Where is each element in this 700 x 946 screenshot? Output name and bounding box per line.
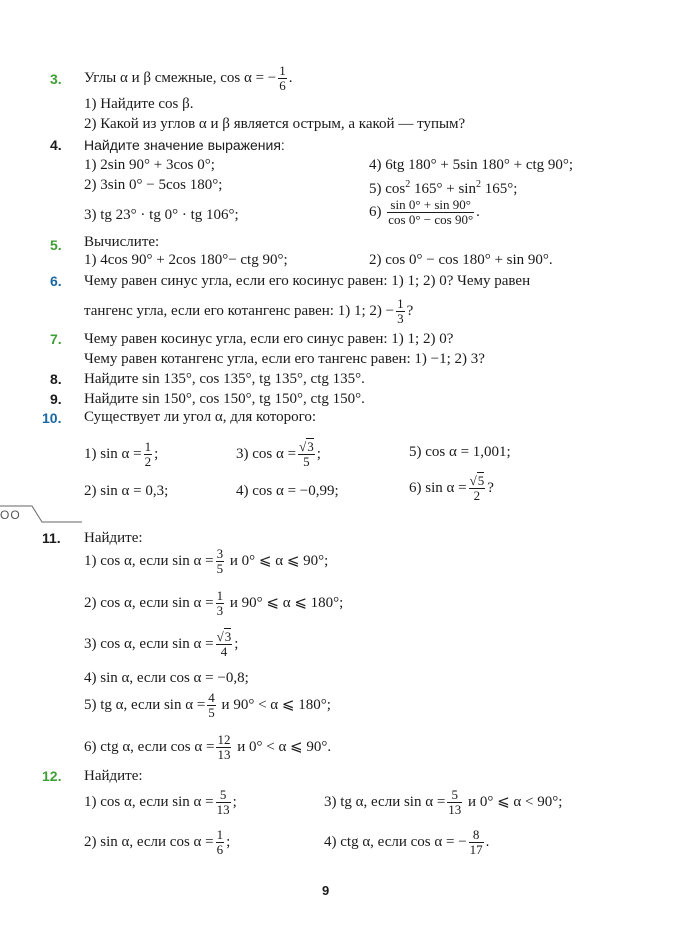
- problem-3-line-3: 2) Какой из углов α и β является острым, а какой — тупым?: [84, 116, 466, 132]
- problem-12-item-2: 2) sin α, если cos α = $\frac{1}{6}$ ;: [84, 827, 231, 857]
- problem-7-number: 7.: [50, 331, 62, 347]
- problem-5-title: Вычислите:: [84, 234, 160, 250]
- problem-5-item-2: 2) cos 0° − cos 180° + sin 90°.: [369, 252, 553, 268]
- problem-3-line-2: 1) Найдите cos β.: [84, 96, 194, 112]
- problem-10-number: 10.: [42, 410, 62, 426]
- fraction: $\frac{5}{13}$: [216, 787, 230, 817]
- problem-10-item-5: 5) cos α = 1,001;: [409, 444, 511, 460]
- problem-12-item-1: 1) cos α, если sin α = $\frac{5}{13}$ ;: [84, 787, 237, 817]
- problem-4-item-2: 2) 3sin 0° − 5cos 180°;: [84, 177, 223, 193]
- problem-11-title: Найдите:: [84, 530, 143, 546]
- problem-4-number: 4.: [50, 137, 62, 153]
- fraction: $\frac{√5}{2}$: [469, 473, 485, 503]
- problem-4-item-4: 4) 6tg 180° + 5sin 180° + ctg 90°;: [369, 157, 574, 173]
- problem-12-item-3: 3) tg α, если sin α = $\frac{5}{13}$ и 0° ⩽ α < 90°;: [324, 787, 563, 817]
- problem-12-title: Найдите:: [84, 768, 143, 784]
- problem-10-item-3: 3) cos α = $\frac{√3}{5}$ ;: [236, 439, 321, 469]
- problem-8-number: 8.: [50, 371, 62, 387]
- problem-4-item-1: 1) 2sin 90° + 3cos 0°;: [84, 157, 215, 173]
- fraction: $\frac{8}{17}$: [469, 827, 483, 857]
- problem-3-text: Углы α и β смежные, cos α = −: [84, 69, 277, 86]
- fraction: $\frac{√3}{4}$: [216, 629, 232, 659]
- problem-10-item-6: 6) sin α = $\frac{√5}{2}$ ?: [409, 473, 494, 503]
- problem-3-number: 3.: [50, 71, 62, 87]
- problem-6-line-1: Чему равен синус угла, если его косинус равен: 1) 1; 2) 0? Чему равен: [84, 273, 531, 289]
- problem-10-item-1: 1) sin α = $\frac{1}{2}$ ;: [84, 439, 159, 469]
- problem-12-number: 12.: [42, 768, 62, 784]
- problem-11-item-4: 4) sin α, если cos α = −0,8;: [84, 670, 249, 686]
- problem-5-number: 5.: [50, 237, 62, 253]
- fraction: $\frac{\sin 0^\circ + \sin 90^\circ}{\cos 0^\circ - \cos 90^\circ}$: [388, 197, 474, 227]
- page-number: 9: [322, 883, 330, 898]
- fraction: $\frac{1}{3}$: [216, 588, 224, 618]
- problem-4-title: Найдите значение выражения:: [84, 137, 285, 153]
- fraction: $\frac{1}{3}$: [397, 296, 404, 326]
- problem-6-line-2: тангенс угла, если его котангенс равен: 1) 1; 2) − $\frac{1}{3}$ ?: [84, 296, 414, 326]
- problem-7-line-1: Чему равен косинус угла, если его синус равен: 1) 1; 2) 0?: [84, 331, 454, 347]
- difficulty-level-marker: OO: [0, 508, 21, 522]
- problem-4-item-6: 6) $\frac{\sin 0^\circ + \sin 90^\circ}{\cos 0^\circ - \cos 90^\circ}$ .: [369, 197, 480, 227]
- problem-11-item-1: 1) cos α, если sin α = $\frac{3}{5}$ и 0° ⩽ α ⩽ 90°;: [84, 546, 329, 576]
- problem-5-item-1: 1) 4cos 90° + 2cos 180°− ctg 90°;: [84, 252, 288, 268]
- problem-10-item-4: 4) cos α = −0,99;: [236, 483, 339, 499]
- fraction: $\frac{1}{6}$: [279, 63, 286, 93]
- problem-11-item-3: 3) cos α, если sin α = $\frac{√3}{4}$ ;: [84, 629, 239, 659]
- problem-10-title: Существует ли угол α, для которого:: [84, 409, 317, 425]
- fraction: $\frac{√3}{5}$: [299, 439, 314, 469]
- fraction: $\frac{4}{5}$: [208, 690, 215, 720]
- problem-9-text: Найдите sin 150°, cos 150°, tg 150°, ctg 150°.: [84, 391, 365, 407]
- fraction: $\frac{12}{13}$: [217, 732, 231, 762]
- problem-12-item-4: 4) ctg α, если cos α = − $\frac{8}{17}$ .: [324, 827, 490, 857]
- problem-8-text: Найдите sin 135°, cos 135°, tg 135°, ctg 135°.: [84, 371, 365, 387]
- problem-11-item-2: 2) cos α, если sin α = $\frac{1}{3}$ и 90° ⩽ α ⩽ 180°;: [84, 588, 344, 618]
- problem-4-item-5: 5) $\cos^2 165^\circ + \sin^2 165^\circ$;: [369, 179, 518, 197]
- fraction: $\frac{1}{6}$: [216, 827, 224, 857]
- problem-9-number: 9.: [50, 391, 62, 407]
- problem-11-item-6: 6) ctg α, если cos α = $\frac{12}{13}$ и 0° < α ⩽ 90°.: [84, 732, 332, 762]
- problem-7-line-2: Чему равен котангенс угла, если его тангенс равен: 1) −1; 2) 3?: [84, 351, 485, 367]
- problem-11-item-5: 5) tg α, если sin α = $\frac{4}{5}$ и 90° < α ⩽ 180°;: [84, 690, 331, 720]
- fraction: $\frac{5}{13}$: [448, 787, 462, 817]
- fraction: $\frac{3}{5}$: [216, 546, 224, 576]
- problem-10-item-2: 2) sin α = 0,3;: [84, 483, 169, 499]
- problem-4-item-3: 3) tg 23° · tg 0° · tg 106°;: [84, 207, 239, 223]
- problem-3-line-1: Углы α и β смежные, cos α = − $\frac{1}{6}$ .: [84, 63, 293, 93]
- problem-11-number: 11.: [42, 530, 61, 546]
- problem-6-number: 6.: [50, 273, 62, 289]
- fraction: $\frac{1}{2}$: [144, 439, 152, 469]
